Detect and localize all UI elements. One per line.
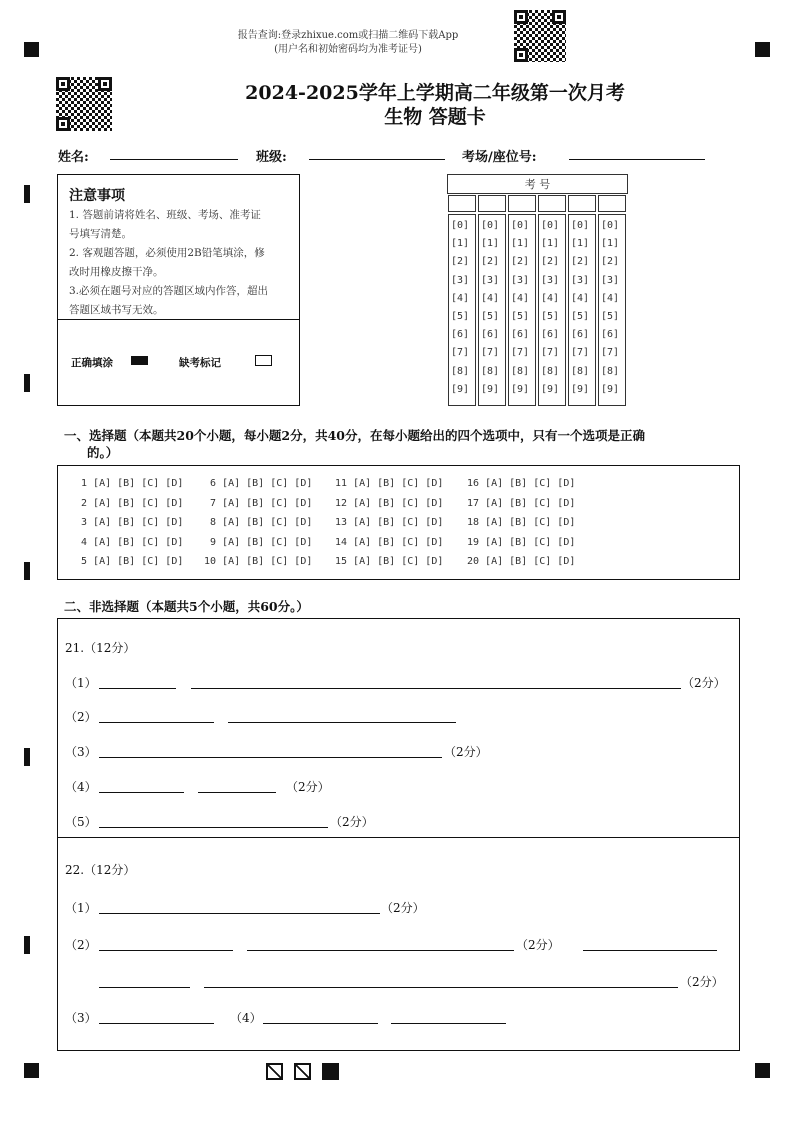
exam-digit-bubble[interactable]: [6] [601,329,620,341]
choice-question-row[interactable]: 18 [A] [B] [C] [D] [467,517,576,528]
q22-part2-blank-a[interactable] [99,950,233,951]
q22-part2-blank-b[interactable] [247,950,514,951]
exam-digit-bubble[interactable]: [9] [541,383,560,395]
bottom-hatched-mark [266,1063,283,1080]
timing-mark [24,748,30,766]
exam-digit-bubble[interactable]: [1] [541,238,560,250]
q22-part4-blank-a[interactable] [263,1023,378,1024]
exam-digit-bubble[interactable]: [1] [571,238,590,250]
subject-title: 生物 答题卡 [384,106,486,128]
exam-digit-bubble[interactable]: [9] [601,383,620,395]
exam-digit-bubble[interactable]: [4] [541,292,560,304]
exam-qr-code [56,77,112,131]
q21-part5-score: （2分） [330,815,374,829]
q22-part3-label: （3） [65,1011,97,1025]
q21-part1-label: （1） [65,676,97,690]
choice-question-row[interactable]: 12 [A] [B] [C] [D] [335,497,444,509]
exam-digit-bubble[interactable]: [6] [511,329,530,341]
q21-part2-blank-a[interactable] [99,722,214,723]
exam-number-grid [447,174,628,406]
choice-question-row[interactable]: 3 [A] [B] [C] [D] [75,517,184,528]
q22-part3-blank[interactable] [99,1023,214,1024]
exam-digit-bubble[interactable]: [6] [481,329,500,341]
exam-digit-bubble[interactable]: [2] [481,256,500,268]
notice-divider [58,319,299,320]
exam-digit-bubble[interactable]: [2] [511,256,530,268]
absent-mark-label: 缺考标记 [179,357,221,369]
section1-title: 一、选择题（本题共20个小题，每小题2分，共40分，在每小题给出的四个选项中，只有一个选项是正确 [64,428,645,443]
exam-number-write-box[interactable] [508,195,536,212]
exam-digit-bubble[interactable]: [4] [481,292,500,304]
exam-digit-bubble[interactable]: [3] [571,274,590,286]
choice-question-row[interactable]: 8 [A] [B] [C] [D] [204,517,313,528]
q21-part1-blank-b[interactable] [191,688,681,689]
exam-digit-bubble[interactable]: [6] [541,329,560,341]
exam-digit-bubble[interactable]: [3] [541,274,560,286]
exam-digit-bubble[interactable]: [0] [541,220,560,231]
choice-question-row[interactable]: 2 [A] [B] [C] [D] [75,497,184,509]
notice-text [69,206,295,320]
choice-answer-box [57,465,740,580]
exam-digit-bubble[interactable]: [1] [601,238,620,250]
report-account-note: (用户名和初始密码均为准考证号) [274,44,422,55]
correct-fill-label: 正确填涂 [71,357,113,369]
notice-line: 号填写清楚。 [69,228,132,240]
exam-digit-bubble[interactable]: [8] [511,365,530,377]
exam-digit-bubble[interactable]: [7] [571,347,590,359]
exam-digit-bubble[interactable]: [4] [601,292,620,304]
corner-marker-bottom-left [24,1063,39,1078]
exam-digit-bubble[interactable]: [0] [451,220,470,231]
timing-mark [24,374,30,392]
exam-number-column [478,194,506,406]
name-field[interactable] [110,159,238,160]
exam-digit-bubble[interactable]: [5] [451,311,470,322]
name-label: 姓名: [58,150,89,165]
exam-digit-bubble[interactable]: [2] [451,256,470,268]
absent-mark-box[interactable] [255,355,272,366]
q21-part4-blank-a[interactable] [99,792,184,793]
choice-question-row[interactable]: 17 [A] [B] [C] [D] [467,497,576,509]
exam-digit-bubble[interactable]: [5] [541,311,560,322]
q22-part2-blank-c[interactable] [583,950,717,951]
exam-digit-bubble[interactable]: [0] [481,220,500,231]
timing-mark [24,185,30,203]
notice-box [57,174,300,406]
exam-number-write-box[interactable] [568,195,596,212]
q21-part5-label: （5） [65,815,97,829]
exam-digit-bubble[interactable]: [7] [511,347,530,359]
choice-question-row[interactable]: 20 [A] [B] [C] [D] [467,556,576,567]
q21-part4-score: （2分） [286,780,330,794]
corner-marker-bottom-right [755,1063,770,1078]
exam-digit-bubble[interactable]: [0] [571,220,590,231]
q22-part2-blank-e[interactable] [204,987,678,988]
exam-number-column [538,194,566,406]
exam-digit-bubble[interactable]: [8] [541,365,560,377]
exam-digit-bubble[interactable]: [1] [451,238,470,250]
notice-line: 答题区域书写无效。 [69,304,164,316]
q22-part2-extra-score: （2分） [680,975,724,989]
exam-digit-bubble[interactable]: [3] [481,274,500,286]
exam-digit-bubble[interactable]: [2] [601,256,620,268]
q22-part1-blank[interactable] [99,913,380,914]
q22-part2-label: （2） [65,938,97,952]
q22-part2-blank-d[interactable] [99,987,190,988]
exam-digit-bubble[interactable]: [7] [451,347,470,359]
correct-fill-example [131,356,148,365]
choice-question-row[interactable]: 11 [A] [B] [C] [D] [335,478,444,489]
notice-line: 2. 客观题答题，必须使用2B铅笔填涂，修 [69,247,265,259]
exam-digit-bubble[interactable]: [6] [451,329,470,341]
exam-digit-bubble[interactable]: [4] [571,292,590,304]
exam-number-column [568,194,596,406]
exam-digit-bubble[interactable]: [9] [511,383,530,395]
exam-digit-bubble[interactable]: [4] [511,292,530,304]
choice-question-row[interactable]: 14 [A] [B] [C] [D] [335,536,444,548]
q21-part3-label: （3） [65,745,97,759]
q21-part2-label: （2） [65,710,97,724]
q22-part4-blank-b[interactable] [391,1023,506,1024]
exam-number-write-box[interactable] [598,195,626,212]
q22-part4-label: （4） [230,1011,262,1025]
choice-question-row[interactable]: 10 [A] [B] [C] [D] [204,556,313,567]
q21-answer-box [57,618,740,838]
exam-digit-bubble[interactable]: [7] [601,347,620,359]
q21-header: 21.（12分） [65,641,136,655]
app-download-qr-code[interactable] [514,10,566,62]
exam-number-write-box[interactable] [538,195,566,212]
q21-part1-blank-a[interactable] [99,688,176,689]
choice-question-row[interactable]: 6 [A] [B] [C] [D] [204,478,313,489]
exam-digit-bubble[interactable]: [7] [481,347,500,359]
q22-header: 22.（12分） [65,863,136,877]
exam-digit-bubble[interactable]: [5] [511,311,530,322]
room-seat-label: 考场/座位号: [462,150,537,165]
exam-digit-bubble[interactable]: [6] [571,329,590,341]
q21-part1-score: （2分） [682,676,726,690]
corner-marker-top-left [24,42,39,57]
q22-part1-label: （1） [65,901,97,915]
q21-part3-blank[interactable] [99,757,442,758]
exam-digit-bubble[interactable]: [1] [481,238,500,250]
class-field[interactable] [309,159,445,160]
timing-mark [24,562,30,580]
exam-digit-bubble[interactable]: [7] [541,347,560,359]
q21-part4-blank-b[interactable] [198,792,276,793]
bottom-hatched-mark [294,1063,311,1080]
q22-part1-score: （2分） [381,901,425,915]
q22-part2-score: （2分） [516,938,560,952]
timing-mark [24,936,30,954]
section1-title-cont: 的。） [87,445,119,460]
exam-number-write-box[interactable] [478,195,506,212]
notice-line: 改时用橡皮擦干净。 [69,266,164,278]
notice-line: 1. 答题前请将姓名、班级、考场、准考证 [69,209,261,221]
exam-digit-bubble[interactable]: [8] [451,365,470,377]
q22-answer-box [57,837,740,1051]
exam-digit-bubble[interactable]: [8] [571,365,590,377]
q21-part5-blank[interactable] [99,827,328,828]
exam-digit-bubble[interactable]: [5] [571,311,590,322]
choice-question-row[interactable]: 13 [A] [B] [C] [D] [335,517,444,528]
exam-digit-bubble[interactable]: [9] [481,383,500,395]
class-label: 班级: [256,150,287,165]
exam-number-column [448,194,476,406]
q21-part2-blank-b[interactable] [228,722,456,723]
q21-part4-label: （4） [65,780,97,794]
corner-marker-top-right [755,42,770,57]
choice-question-row[interactable]: 19 [A] [B] [C] [D] [467,536,576,548]
exam-digit-bubble[interactable]: [4] [451,292,470,304]
notice-line: 3.必须在题号对应的答题区域内作答，超出 [69,285,269,297]
choice-question-row[interactable]: 9 [A] [B] [C] [D] [204,536,313,548]
exam-title: 2024-2025学年上学期高二年级第一次月考 [245,82,625,104]
exam-digit-bubble[interactable]: [0] [511,220,530,231]
exam-digit-bubble[interactable]: [9] [451,383,470,395]
choice-question-row[interactable]: 4 [A] [B] [C] [D] [75,536,184,548]
exam-number-column [598,194,626,406]
exam-digit-bubble[interactable]: [9] [571,383,590,395]
choice-question-row[interactable]: 16 [A] [B] [C] [D] [467,478,576,489]
choice-question-row[interactable]: 15 [A] [B] [C] [D] [335,556,444,567]
exam-digit-bubble[interactable]: [5] [601,311,620,322]
report-query-text: 报告查询:登录zhixue.com或扫描二维码下载App [237,30,459,41]
choice-question-row[interactable]: 7 [A] [B] [C] [D] [204,497,313,509]
q21-part3-score: （2分） [444,745,488,759]
exam-digit-bubble[interactable]: [3] [511,274,530,286]
exam-number-header: 考 号 [524,178,551,191]
exam-number-write-box[interactable] [448,195,476,212]
exam-digit-bubble[interactable]: [3] [601,274,620,286]
notice-title: 注意事项 [69,188,125,204]
section2-title: 二、非选择题（本题共5个小题，共60分。） [64,599,309,614]
exam-digit-bubble[interactable]: [0] [601,220,620,231]
exam-digit-bubble[interactable]: [3] [451,274,470,286]
choice-question-row[interactable]: 5 [A] [B] [C] [D] [75,556,184,567]
exam-digit-bubble[interactable]: [5] [481,311,500,322]
exam-digit-bubble[interactable]: [8] [481,365,500,377]
choice-question-row[interactable]: 1 [A] [B] [C] [D] [75,478,184,489]
exam-digit-bubble[interactable]: [1] [511,238,530,250]
exam-digit-bubble[interactable]: [2] [571,256,590,268]
exam-digit-bubble[interactable]: [8] [601,365,620,377]
bottom-solid-mark [322,1063,339,1080]
exam-digit-bubble[interactable]: [2] [541,256,560,268]
room-seat-field[interactable] [569,159,705,160]
exam-number-column [508,194,536,406]
